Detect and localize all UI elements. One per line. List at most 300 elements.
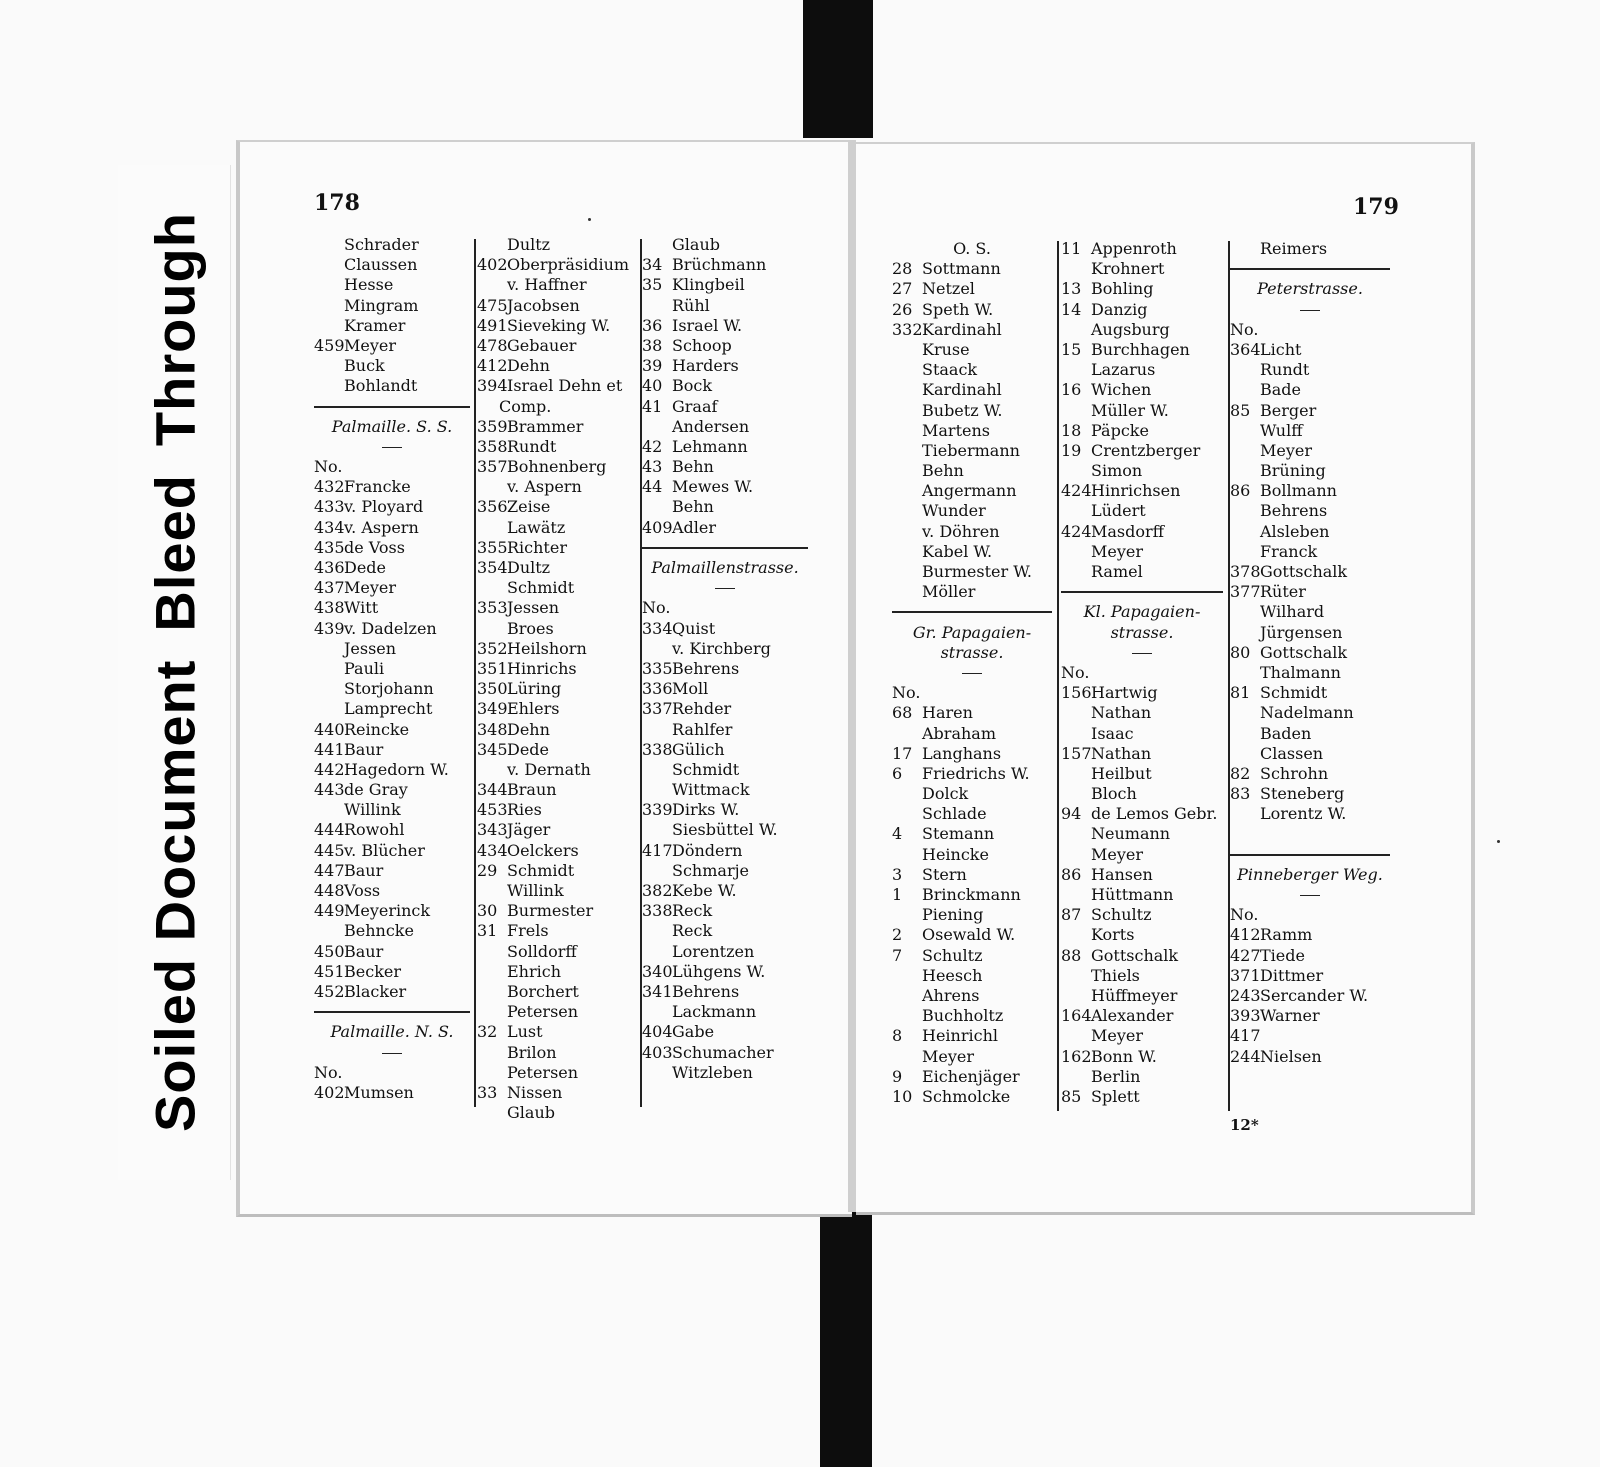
- resident-name: Appenroth: [1091, 239, 1177, 258]
- house-number: 445: [314, 840, 345, 860]
- house-number: 417: [642, 840, 673, 860]
- directory-entry: [892, 744, 1052, 764]
- resident-name: v. Blücher: [344, 840, 425, 860]
- number-header: No.: [314, 457, 343, 477]
- directory-entry: [1061, 421, 1223, 441]
- directory-entry: [642, 699, 808, 719]
- house-number: 453: [477, 800, 508, 820]
- house-number: 86: [1230, 481, 1251, 501]
- resident-name: Alsleben: [1260, 521, 1330, 541]
- dash-line: [1300, 895, 1320, 896]
- house-number: 339: [642, 800, 673, 820]
- resident-name: Korts: [1091, 925, 1135, 945]
- resident-name: Simon: [1091, 461, 1143, 481]
- resident-name: Becker: [344, 961, 401, 981]
- house-number: 85: [1061, 1086, 1082, 1106]
- resident-name: Heesch: [922, 965, 983, 985]
- directory-column: [314, 235, 470, 1103]
- house-number: 31: [477, 921, 498, 941]
- resident-name: Reck: [672, 921, 713, 941]
- side-label-word: Through: [143, 212, 207, 447]
- directory-entry: [642, 397, 808, 417]
- house-number: 10: [892, 1086, 913, 1106]
- resident-name: Gottschalk: [1260, 642, 1348, 662]
- resident-name: Thalmann: [1260, 662, 1341, 682]
- directory-entry: [1230, 481, 1390, 501]
- resident-name: Petersen: [507, 1002, 579, 1022]
- side-label-word: Bleed: [143, 474, 207, 632]
- resident-name: Schmidt: [672, 759, 740, 779]
- resident-name: Meyer: [1091, 844, 1144, 864]
- resident-name: Brilon: [507, 1042, 557, 1062]
- directory-entry: [314, 518, 470, 538]
- house-number: 348: [477, 719, 508, 739]
- number-header: No.: [642, 598, 671, 618]
- directory-entry: [477, 296, 641, 316]
- resident-name: Rehder: [672, 699, 732, 719]
- directory-entry: [314, 760, 470, 780]
- house-number: 38: [642, 335, 663, 355]
- resident-name: Braun: [507, 780, 557, 800]
- resident-name: Jürgensen: [1260, 622, 1343, 642]
- directory-entry: [642, 841, 808, 861]
- house-number: 334: [642, 618, 673, 638]
- resident-name: Storjohann: [344, 679, 434, 699]
- directory-entry: [1061, 865, 1223, 885]
- directory-entry: [1061, 1006, 1223, 1026]
- resident-name: de Voss: [344, 537, 405, 557]
- resident-name: Netzel: [922, 279, 975, 299]
- house-number: 9: [892, 1066, 903, 1086]
- house-number: 358: [477, 436, 508, 456]
- resident-name: Behn: [672, 457, 714, 477]
- resident-name: Brinckmann: [922, 885, 1021, 904]
- resident-name: Hüttmann: [1091, 885, 1174, 904]
- resident-name: Dolck: [922, 784, 969, 804]
- heading-dash: [892, 663, 1052, 683]
- house-number: 343: [477, 820, 508, 840]
- directory-entry: [314, 538, 470, 558]
- resident-name: Willink: [344, 800, 401, 820]
- resident-name: Wichen: [1091, 380, 1152, 400]
- resident-name: Rahlfer: [672, 719, 733, 739]
- resident-name: Langhans: [922, 743, 1002, 763]
- directory-entry: [892, 279, 1052, 299]
- directory-entry: [314, 881, 470, 901]
- house-number: 39: [642, 356, 663, 376]
- directory-entry: [892, 1087, 1052, 1107]
- directory-entry: [477, 1083, 641, 1103]
- directory-entry: [477, 901, 641, 921]
- resident-name: Behn: [672, 497, 714, 517]
- directory-entry: [477, 800, 641, 820]
- directory-entry: [477, 639, 641, 659]
- house-number: 434: [477, 840, 508, 860]
- resident-name: Buck: [344, 356, 385, 376]
- directory-entry: [1061, 683, 1223, 703]
- house-number: 378: [1230, 562, 1261, 581]
- resident-name: Nathan: [1091, 703, 1152, 723]
- resident-name: Siesbüttel W.: [672, 820, 778, 840]
- resident-name: Masdorff: [1091, 521, 1165, 541]
- rule-line: [892, 611, 1052, 613]
- directory-entry: [892, 259, 1052, 279]
- house-number: 439: [314, 618, 345, 638]
- house-number: 409: [642, 517, 673, 537]
- resident-name: Behrens: [672, 981, 740, 1001]
- resident-name: Jacobsen: [507, 295, 580, 315]
- house-number: 19: [1061, 440, 1082, 460]
- house-number: 338: [642, 739, 673, 759]
- resident-name: Lazarus: [1091, 360, 1156, 380]
- street-heading: Gr. Papagaien-: [912, 622, 1032, 642]
- column-rule: [474, 239, 476, 1107]
- resident-name: Dultz: [507, 235, 551, 254]
- resident-name: Jäger: [507, 820, 551, 840]
- resident-name: v. Dadelzen: [344, 618, 437, 638]
- resident-name: Heilbut: [1091, 763, 1152, 783]
- directory-entry: [1061, 239, 1223, 259]
- directory-entry: [1230, 784, 1390, 804]
- house-number: 424: [1061, 521, 1092, 541]
- resident-name: Solldorff: [507, 941, 577, 961]
- resident-name: Osewald W.: [922, 925, 1016, 945]
- rule-line: [314, 406, 470, 408]
- directory-entry: [1061, 522, 1223, 542]
- directory-entry: [1061, 804, 1223, 824]
- house-number: 332: [892, 319, 923, 339]
- directory-entry: [1230, 643, 1390, 663]
- resident-name: Friedrichs W.: [922, 763, 1030, 783]
- directory-entry: [477, 497, 641, 517]
- directory-entry: [892, 925, 1052, 945]
- house-number: 36: [642, 315, 663, 335]
- resident-name: Sercander W.: [1260, 985, 1369, 1005]
- directory-entry: [1061, 744, 1223, 764]
- dash-line: [1300, 310, 1320, 311]
- dash-line: [962, 673, 982, 674]
- house-number: 394: [477, 376, 508, 396]
- resident-name: Schumacher: [672, 1042, 774, 1062]
- house-number: 427: [1230, 945, 1261, 965]
- resident-name: Heinrichl: [922, 1026, 998, 1046]
- house-number: 43: [642, 457, 663, 477]
- rule-line: [642, 547, 808, 549]
- directory-entry: [477, 659, 641, 679]
- resident-name: Brüning: [1260, 461, 1326, 481]
- resident-name: Rundt: [1260, 360, 1310, 380]
- column-rule: [1057, 241, 1059, 1111]
- heading-dash: [1230, 885, 1390, 905]
- resident-name: Bock: [672, 376, 713, 396]
- resident-name: Hagedorn W.: [344, 759, 449, 779]
- resident-name: Heincke: [922, 844, 989, 864]
- resident-name: Baden: [1260, 723, 1312, 743]
- resident-name: v. Dernath: [507, 759, 591, 779]
- directory-entry: [477, 720, 641, 740]
- house-number: 164: [1061, 1006, 1092, 1026]
- resident-name: Crentzberger: [1091, 440, 1201, 460]
- resident-name: v. Haffner: [507, 275, 587, 295]
- number-header: No.: [1230, 319, 1259, 339]
- house-number: 478: [477, 335, 508, 355]
- directory-entry: [642, 962, 808, 982]
- rule-line: [1061, 591, 1223, 593]
- directory-entry: [642, 457, 808, 477]
- house-number: 16: [1061, 380, 1082, 400]
- directory-entry: [477, 679, 641, 699]
- house-number: 13: [1061, 279, 1082, 299]
- directory-entry: [642, 356, 808, 376]
- house-number: 436: [314, 558, 345, 577]
- directory-entry: [1230, 1006, 1390, 1026]
- house-number: 7: [892, 945, 903, 965]
- house-number: 371: [1230, 965, 1261, 985]
- house-number: 30: [477, 901, 498, 921]
- house-number: 2: [892, 925, 903, 945]
- directory-entry: [1230, 966, 1390, 986]
- resident-name: Gülich: [672, 739, 725, 759]
- resident-name: Haren: [922, 703, 973, 723]
- resident-name: Claussen: [344, 255, 418, 275]
- house-number: 412: [477, 356, 508, 376]
- directory-entry: [642, 336, 808, 356]
- directory-entry: [642, 518, 808, 538]
- ink-speck: [1497, 840, 1500, 843]
- resident-name: Krohnert: [1091, 259, 1165, 279]
- house-number: 447: [314, 860, 345, 880]
- resident-name: Ehrich: [507, 961, 562, 981]
- resident-name: Lackmann: [672, 1002, 757, 1022]
- directory-entry: [314, 558, 470, 578]
- dash-line: [715, 588, 735, 589]
- resident-name: Splett: [1091, 1086, 1140, 1106]
- house-number: 40: [642, 376, 663, 396]
- house-number: 32: [477, 1022, 498, 1042]
- directory-entry: [314, 780, 470, 800]
- binding-strip-bottom: [820, 1210, 872, 1467]
- resident-name: Behrens: [672, 658, 740, 678]
- house-number: 26: [892, 299, 913, 319]
- resident-name: Tiede: [1260, 945, 1305, 965]
- resident-name: Döndern: [672, 840, 743, 860]
- directory-entry: [1230, 925, 1390, 945]
- ink-speck: [588, 218, 591, 221]
- resident-name: Wunder: [922, 501, 986, 521]
- resident-name: Schrader: [344, 235, 419, 254]
- house-number: 351: [477, 658, 508, 678]
- directory-entry: [892, 764, 1052, 784]
- house-number: 18: [1061, 420, 1082, 440]
- house-number: 402: [314, 1082, 345, 1102]
- directory-entry: [642, 1043, 808, 1063]
- house-number: 357: [477, 457, 508, 477]
- house-number: 435: [314, 537, 345, 557]
- resident-name: Lüdert: [1091, 501, 1146, 521]
- resident-name: Schultz: [1091, 905, 1152, 925]
- house-number: 94: [1061, 804, 1082, 824]
- directory-entry: [477, 336, 641, 356]
- resident-name: Danzig: [1091, 299, 1148, 319]
- house-number: 393: [1230, 1006, 1261, 1026]
- resident-name: Israel W.: [672, 315, 743, 335]
- resident-name: Classen: [1260, 743, 1324, 763]
- resident-name: Reincke: [344, 719, 410, 739]
- resident-name: Brammer: [507, 416, 584, 436]
- directory-entry: [477, 255, 641, 275]
- house-number: 82: [1230, 763, 1251, 783]
- resident-name: Lorentz W.: [1260, 804, 1347, 824]
- directory-column: [642, 235, 808, 1083]
- resident-name: Burmester W.: [922, 562, 1032, 581]
- resident-name: Angermann: [922, 481, 1017, 501]
- section-rule: [892, 602, 1052, 622]
- page-number: 179: [1353, 194, 1399, 220]
- spacer: [1230, 824, 1390, 844]
- resident-name: Gebauer: [507, 335, 577, 355]
- resident-name: Reimers: [1260, 239, 1328, 258]
- resident-name: v. Aspern: [507, 477, 582, 497]
- resident-name: Witt: [344, 598, 379, 618]
- resident-name: Oberpräsidium: [507, 255, 630, 275]
- house-number: 87: [1061, 905, 1082, 925]
- directory-entry: [1230, 562, 1390, 582]
- house-number: 353: [477, 598, 508, 618]
- resident-name: Gabe: [672, 1022, 715, 1042]
- side-label-word: Soiled Document: [143, 659, 207, 1132]
- resident-name: Burchhagen: [1091, 339, 1190, 359]
- directory-entry: [642, 659, 808, 679]
- resident-name: Sottmann: [922, 259, 1001, 279]
- resident-name: Kruse: [922, 339, 970, 359]
- resident-name: Warner: [1260, 1006, 1320, 1026]
- resident-name: Frels: [507, 921, 549, 941]
- directory-entry: [314, 598, 470, 618]
- directory-entry: [477, 740, 641, 760]
- resident-name: Behrens: [1260, 501, 1328, 521]
- resident-name: Dittmer: [1260, 965, 1324, 985]
- resident-name: Brüchmann: [672, 255, 767, 275]
- directory-entry: [892, 824, 1052, 844]
- directory-entry: [642, 316, 808, 336]
- directory-entry: [477, 558, 641, 578]
- side-heading: O. S.: [953, 239, 991, 258]
- resident-name: Meyer: [1260, 440, 1313, 460]
- resident-name: Franck: [1260, 541, 1318, 561]
- house-number: 440: [314, 719, 345, 739]
- resident-name: Eichenjäger: [922, 1066, 1020, 1086]
- house-number: 29: [477, 860, 498, 880]
- resident-name: Staack: [922, 360, 978, 380]
- directory-entry: [477, 699, 641, 719]
- resident-name: Möller: [922, 582, 976, 602]
- resident-name: Oelckers: [507, 840, 579, 860]
- directory-column: [477, 235, 641, 1123]
- resident-name: Hansen: [1091, 864, 1153, 884]
- resident-name: Wilhard: [1260, 602, 1325, 622]
- directory-entry: [314, 962, 470, 982]
- resident-name: Mumsen: [344, 1082, 414, 1102]
- directory-entry: [477, 457, 641, 477]
- resident-name: Schoop: [672, 335, 732, 355]
- right-page: [856, 142, 1475, 1215]
- directory-entry: [477, 780, 641, 800]
- resident-name: Ehlers: [507, 699, 560, 719]
- binding-strip-top: [803, 0, 873, 138]
- resident-name: Baur: [344, 941, 384, 961]
- resident-name: Müller W.: [1091, 400, 1169, 420]
- resident-name: Nissen: [507, 1082, 563, 1102]
- heading-dash: [314, 437, 470, 457]
- resident-name: Lüring: [507, 679, 562, 699]
- directory-entry: [477, 417, 641, 437]
- section-rule: [1230, 259, 1390, 279]
- house-number: 437: [314, 578, 345, 598]
- rule-line: [314, 1011, 470, 1013]
- resident-name: de Gray: [344, 780, 408, 800]
- resident-name: Hinrichsen: [1091, 481, 1181, 501]
- resident-name: Buchholtz: [922, 1006, 1004, 1026]
- resident-name: v. Döhren: [922, 521, 1000, 541]
- section-rule: [314, 1002, 470, 1022]
- resident-name: Rundt: [507, 436, 557, 456]
- directory-entry: [477, 356, 641, 376]
- signature-mark: 12*: [1230, 1116, 1259, 1134]
- directory-entry: [314, 740, 470, 760]
- house-number: 33: [477, 1082, 498, 1102]
- directory-entry: [1230, 582, 1390, 602]
- directory-entry: [1061, 481, 1223, 501]
- resident-name: Bohling: [1091, 279, 1154, 299]
- number-header: No.: [314, 1062, 343, 1082]
- house-number: 34: [642, 255, 663, 275]
- resident-name: Schmarje: [672, 860, 750, 880]
- directory-entry: [477, 1022, 641, 1042]
- house-number: 14: [1061, 299, 1082, 319]
- resident-name: Lust: [507, 1022, 543, 1042]
- resident-name: Hartwig: [1091, 683, 1158, 703]
- house-number: 6: [892, 763, 903, 783]
- resident-name: Andersen: [672, 416, 750, 436]
- house-number: 86: [1061, 864, 1082, 884]
- house-number: 438: [314, 598, 345, 618]
- house-number: 402: [477, 255, 508, 275]
- directory-entry: [314, 477, 470, 497]
- heading-dash: [314, 1043, 470, 1063]
- rule-line: [1230, 854, 1390, 856]
- house-number: 355: [477, 537, 508, 557]
- house-number: 335: [642, 658, 673, 678]
- directory-entry: [477, 316, 641, 336]
- rule-line: [1230, 268, 1390, 270]
- resident-name: v. Ployard: [344, 497, 424, 517]
- house-number: 81: [1230, 683, 1251, 703]
- resident-name: Sieveking W.: [507, 315, 611, 335]
- house-number: 442: [314, 759, 345, 779]
- house-number: 15: [1061, 339, 1082, 359]
- resident-name: Bohlandt: [344, 376, 418, 396]
- house-number: 382: [642, 881, 673, 900]
- number-header: No.: [1230, 905, 1259, 925]
- directory-entry: [314, 336, 470, 356]
- section-rule: [1061, 582, 1223, 602]
- resident-name: Hinrichs: [507, 658, 577, 678]
- resident-name: Alexander: [1091, 1006, 1174, 1026]
- directory-entry: [314, 901, 470, 921]
- directory-entry: [642, 740, 808, 760]
- house-number: 243: [1230, 985, 1261, 1005]
- resident-name: Hüffmeyer: [1091, 985, 1178, 1005]
